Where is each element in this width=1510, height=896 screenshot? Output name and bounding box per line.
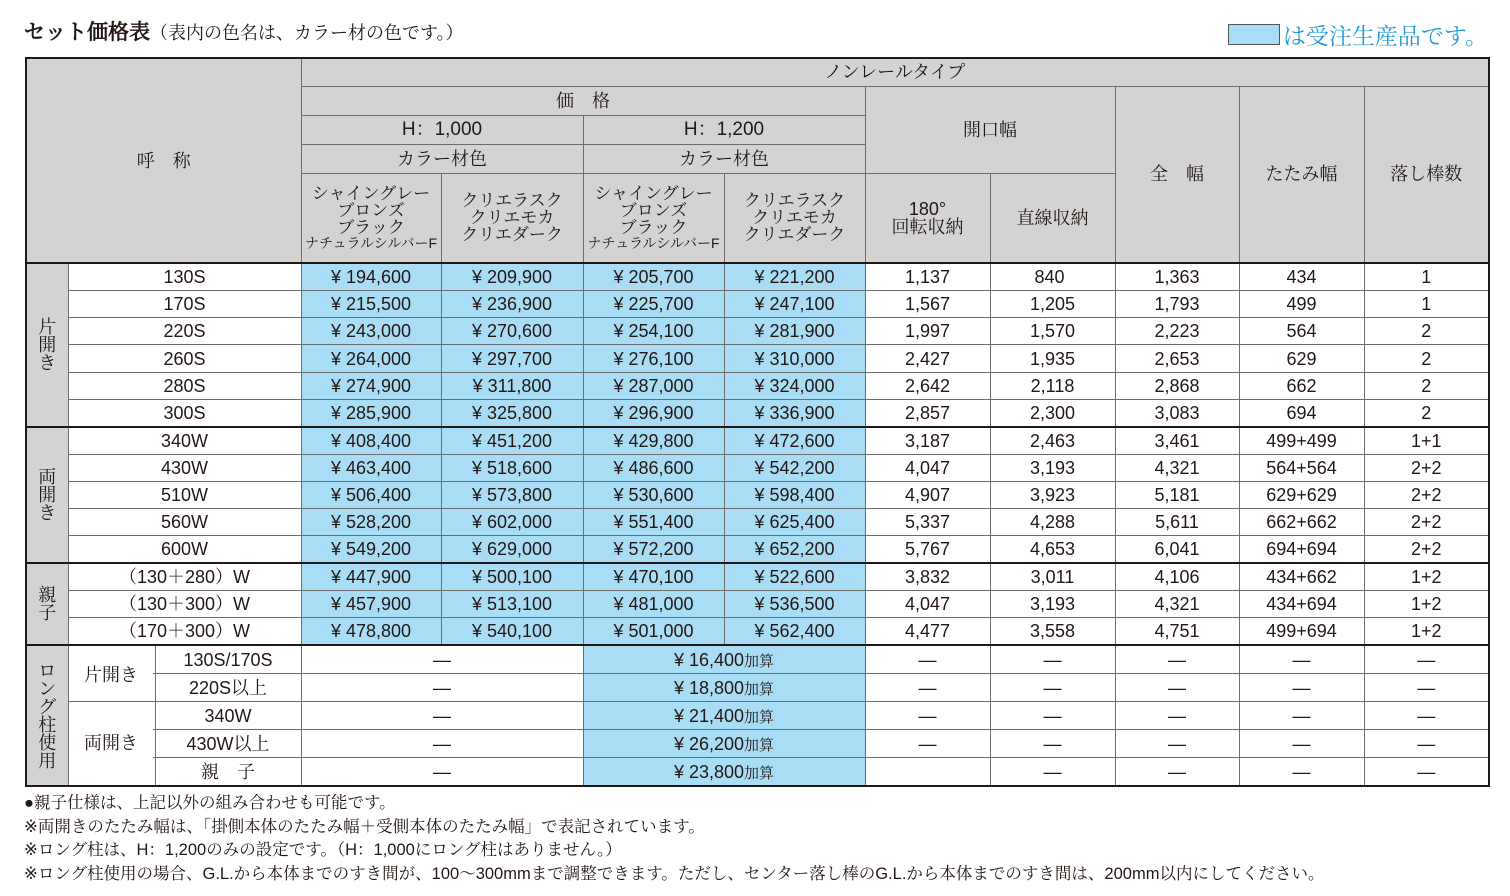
full-cell: 6,041 — [1115, 536, 1239, 563]
rods-cell: 2+2 — [1364, 536, 1489, 563]
fold-cell: 434+694 — [1239, 591, 1364, 618]
straight-cell: 1,935 — [990, 345, 1115, 372]
price-cell: ¥ 254,100 — [583, 318, 724, 345]
rods-cell: 2 — [1364, 318, 1489, 345]
rot-cell: 4,047 — [865, 591, 990, 618]
table-row — [26, 702, 1489, 730]
row-name: 600W — [68, 536, 301, 563]
fold-cell: 564 — [1239, 318, 1364, 345]
price-cell: ¥ 481,000 — [583, 591, 724, 618]
rods-cell: 2 — [1364, 399, 1489, 426]
header-full-width: 全 幅 — [1115, 86, 1239, 263]
rot-cell: 1,997 — [865, 318, 990, 345]
header-rot180: 180° 回転収納 — [865, 173, 990, 263]
dash-cell: — — [301, 702, 583, 730]
price-cell: ¥ 336,900 — [724, 399, 865, 426]
price-cell: ¥ 562,400 — [724, 618, 865, 645]
price-cell: ¥ 470,100 — [583, 563, 724, 590]
dash-cell: — — [865, 702, 990, 730]
full-cell: 2,868 — [1115, 372, 1239, 399]
long-post-row-name: 130S/170S — [68, 645, 301, 674]
price-cell: ¥ 549,200 — [301, 536, 441, 563]
rot-cell: 1,137 — [865, 263, 990, 290]
price-cell: ¥ 528,200 — [301, 509, 441, 536]
dash-cell: — — [301, 645, 583, 674]
rods-cell: 2 — [1364, 345, 1489, 372]
full-cell: 2,223 — [1115, 318, 1239, 345]
dash-cell: — — [865, 674, 990, 702]
price-cell: ¥ 243,000 — [301, 318, 441, 345]
header-color-a-1200: シャイングレー ブロンズ ブラック ナチュラルシルバーF — [583, 173, 724, 263]
dash-cell: — — [990, 758, 1115, 787]
long-post-sub-double: 両開き — [69, 702, 153, 781]
note-4: ※ロング柱使用の場合、G.L.から本体までのすき間が、100〜300mmまで調整できます。ただし、センター落し棒のG.L.から本体までのすき間は、200mm以内にしてください。 — [24, 864, 1325, 883]
price-table — [25, 57, 1490, 787]
table-row — [26, 427, 1489, 454]
group-label-double: 両開き — [26, 427, 68, 563]
full-cell: 4,751 — [1115, 618, 1239, 645]
price-cell: ¥ 264,000 — [301, 345, 441, 372]
price-cell: ¥ 324,000 — [724, 372, 865, 399]
fold-cell: 434+662 — [1239, 563, 1364, 590]
header-drop-rods: 落し棒数 — [1364, 86, 1489, 263]
fold-cell: 499+499 — [1239, 427, 1364, 454]
price-cell: ¥ 221,200 — [724, 263, 865, 290]
fold-cell: 629+629 — [1239, 481, 1364, 508]
straight-cell: 1,205 — [990, 290, 1115, 317]
price-cell: ¥ 522,600 — [724, 563, 865, 590]
dash-cell: — — [1364, 702, 1489, 730]
group-label-single: 片開き — [26, 263, 68, 427]
rot-cell: 3,832 — [865, 563, 990, 590]
straight-cell: 2,463 — [990, 427, 1115, 454]
row-name: 340W — [68, 427, 301, 454]
rot-cell: 1,567 — [865, 290, 990, 317]
price-cell: ¥ 598,400 — [724, 481, 865, 508]
price-cell: ¥ 513,100 — [441, 591, 583, 618]
price-cell: ¥ 274,900 — [301, 372, 441, 399]
table-row — [26, 290, 1489, 317]
row-name: （130＋300）W — [68, 591, 301, 618]
dash-cell: — — [1115, 758, 1239, 787]
dash-cell: — — [301, 758, 583, 787]
dash-cell: — — [1239, 730, 1364, 758]
table-row — [26, 263, 1489, 290]
header-type: ノンレールタイプ — [301, 58, 1489, 86]
table-row — [26, 536, 1489, 563]
row-name: 220S — [68, 318, 301, 345]
straight-cell: 4,288 — [990, 509, 1115, 536]
dash-cell: — — [1239, 674, 1364, 702]
dash-cell: — — [990, 674, 1115, 702]
rods-cell: 1+2 — [1364, 591, 1489, 618]
header-color-1200: カラー材色 — [583, 144, 865, 173]
table-row — [26, 372, 1489, 399]
header-color-b-1000: クリエラスク クリエモカ クリエダーク — [441, 173, 583, 263]
price-cell: ¥ 447,900 — [301, 563, 441, 590]
straight-cell: 3,011 — [990, 563, 1115, 590]
header-folded-width: たたみ幅 — [1239, 86, 1364, 263]
rot-cell: 4,047 — [865, 454, 990, 481]
fold-cell: 434 — [1239, 263, 1364, 290]
note-2: ※両開きのたたみ幅は、「掛側本体のたたみ幅＋受側本体のたたみ幅」で表記されています。 — [24, 817, 705, 836]
dash-cell: — — [301, 674, 583, 702]
rods-cell: 2+2 — [1364, 509, 1489, 536]
price-cell: ¥ 542,200 — [724, 454, 865, 481]
rot-cell: 5,767 — [865, 536, 990, 563]
row-name: （170＋300）W — [68, 618, 301, 645]
straight-cell: 2,300 — [990, 399, 1115, 426]
group-label-parent-child: 親子 — [26, 563, 68, 645]
header-opening: 開口幅 — [865, 86, 1115, 173]
full-cell: 5,611 — [1115, 509, 1239, 536]
fold-cell: 629 — [1239, 345, 1364, 372]
table-row — [26, 509, 1489, 536]
price-cell: ¥ 540,100 — [441, 618, 583, 645]
note-1: ●親子仕様は、上記以外の組み合わせも可能です。 — [24, 794, 396, 812]
row-name: 300S — [68, 399, 301, 426]
dash-cell: — — [1115, 730, 1239, 758]
rods-cell: 1+1 — [1364, 427, 1489, 454]
empty-cell — [865, 758, 990, 787]
full-cell: 5,181 — [1115, 481, 1239, 508]
price-cell: ¥ 325,800 — [441, 399, 583, 426]
price-cell: ¥ 506,400 — [301, 481, 441, 508]
note-3: ※ロング柱は、H：1,200のみの設定です。（H：1,000にロング柱はありません。） — [24, 841, 622, 859]
straight-cell: 3,923 — [990, 481, 1115, 508]
rot-cell: 2,857 — [865, 399, 990, 426]
long-post-row-name: 220S以上 — [68, 674, 301, 702]
price-cell: ¥ 501,000 — [583, 618, 724, 645]
dash-cell: — — [990, 730, 1115, 758]
fold-cell: 499+694 — [1239, 618, 1364, 645]
table-row — [26, 318, 1489, 345]
price-cell: ¥ 457,900 — [301, 591, 441, 618]
price-cell: ¥ 225,700 — [583, 290, 724, 317]
table-row — [26, 730, 1489, 758]
row-name: 560W — [68, 509, 301, 536]
long-post-price: ¥ 26,200加算 — [583, 730, 865, 758]
table-row — [26, 563, 1489, 590]
straight-cell: 840 — [990, 263, 1115, 290]
dash-cell: — — [301, 730, 583, 758]
row-name: 260S — [68, 345, 301, 372]
price-cell: ¥ 311,800 — [441, 372, 583, 399]
long-post-row-name: 340W — [68, 702, 301, 730]
header-color-a-1000: シャイングレー ブロンズ ブラック ナチュラルシルバーF — [301, 173, 441, 263]
table-row — [26, 399, 1489, 426]
fold-cell: 694+694 — [1239, 536, 1364, 563]
price-cell: ¥ 310,000 — [724, 345, 865, 372]
dash-cell: — — [865, 730, 990, 758]
rods-cell: 1+2 — [1364, 563, 1489, 590]
full-cell: 1,793 — [1115, 290, 1239, 317]
table-row — [26, 618, 1489, 645]
table-row — [26, 674, 1489, 702]
price-cell: ¥ 472,600 — [724, 427, 865, 454]
price-cell: ¥ 408,400 — [301, 427, 441, 454]
dash-cell: — — [990, 645, 1115, 674]
row-name: 280S — [68, 372, 301, 399]
price-cell: ¥ 478,800 — [301, 618, 441, 645]
rot-cell: 2,427 — [865, 345, 990, 372]
price-cell: ¥ 451,200 — [441, 427, 583, 454]
rods-cell: 1 — [1364, 290, 1489, 317]
price-cell: ¥ 205,700 — [583, 263, 724, 290]
price-cell: ¥ 572,200 — [583, 536, 724, 563]
page-title — [24, 20, 464, 46]
price-cell: ¥ 209,900 — [441, 263, 583, 290]
price-cell: ¥ 247,100 — [724, 290, 865, 317]
row-name: 510W — [68, 481, 301, 508]
straight-cell: 4,653 — [990, 536, 1115, 563]
rot-cell: 4,907 — [865, 481, 990, 508]
dash-cell: — — [1364, 758, 1489, 787]
price-cell: ¥ 285,900 — [301, 399, 441, 426]
row-name: （130＋280）W — [68, 563, 301, 590]
full-cell: 4,106 — [1115, 563, 1239, 590]
long-post-sub-single: 片開き — [69, 647, 153, 700]
notes — [24, 792, 1324, 886]
dash-cell: — — [990, 702, 1115, 730]
row-name: 430W — [68, 454, 301, 481]
long-post-row-name: 430W以上 — [68, 730, 301, 758]
long-post-row-name: 親 子 — [68, 758, 301, 787]
long-post-price: ¥ 21,400加算 — [583, 702, 865, 730]
table-row — [26, 481, 1489, 508]
rods-cell: 1+2 — [1364, 618, 1489, 645]
dash-cell: — — [1115, 674, 1239, 702]
header-h1000: H：1,000 — [301, 115, 583, 144]
long-post-price: ¥ 16,400加算 — [583, 645, 865, 674]
full-cell: 2,653 — [1115, 345, 1239, 372]
dash-cell: — — [1239, 645, 1364, 674]
straight-cell: 3,193 — [990, 591, 1115, 618]
price-cell: ¥ 236,900 — [441, 290, 583, 317]
fold-cell: 694 — [1239, 399, 1364, 426]
dash-cell: — — [1239, 758, 1364, 787]
made-to-order-swatch — [1228, 24, 1280, 45]
dash-cell: — — [1364, 730, 1489, 758]
straight-cell: 1,570 — [990, 318, 1115, 345]
long-post-price: ¥ 18,800加算 — [583, 674, 865, 702]
price-cell: ¥ 296,900 — [583, 399, 724, 426]
price-cell: ¥ 602,000 — [441, 509, 583, 536]
row-name: 130S — [68, 263, 301, 290]
dash-cell: — — [1239, 702, 1364, 730]
long-post-price: ¥ 23,800加算 — [583, 758, 865, 787]
price-cell: ¥ 287,000 — [583, 372, 724, 399]
legend — [1228, 18, 1488, 51]
page-title-main: セット価格表 — [24, 21, 150, 44]
table-row — [26, 591, 1489, 618]
price-cell: ¥ 215,500 — [301, 290, 441, 317]
header-price: 価 格 — [301, 86, 865, 115]
price-cell: ¥ 297,700 — [441, 345, 583, 372]
header-name: 呼 称 — [26, 58, 301, 263]
header-h1200: H：1,200 — [583, 115, 865, 144]
dash-cell: — — [1364, 674, 1489, 702]
page-title-sub: （表内の色名は、カラー材の色です。） — [150, 23, 464, 43]
table-row — [26, 645, 1489, 674]
full-cell: 3,461 — [1115, 427, 1239, 454]
price-cell: ¥ 518,600 — [441, 454, 583, 481]
price-cell: ¥ 194,600 — [301, 263, 441, 290]
legend-text: は受注生産品です。 — [1282, 23, 1488, 49]
rot-cell: 5,337 — [865, 509, 990, 536]
rods-cell: 2+2 — [1364, 481, 1489, 508]
full-cell: 3,083 — [1115, 399, 1239, 426]
price-cell: ¥ 530,600 — [583, 481, 724, 508]
straight-cell: 2,118 — [990, 372, 1115, 399]
price-cell: ¥ 625,400 — [724, 509, 865, 536]
straight-cell: 3,193 — [990, 454, 1115, 481]
rods-cell: 2+2 — [1364, 454, 1489, 481]
header-straight: 直線収納 — [990, 173, 1115, 263]
price-cell: ¥ 652,200 — [724, 536, 865, 563]
price-cell: ¥ 276,100 — [583, 345, 724, 372]
price-cell: ¥ 463,400 — [301, 454, 441, 481]
header-color-b-1200: クリエラスク クリエモカ クリエダーク — [724, 173, 865, 263]
rods-cell: 2 — [1364, 372, 1489, 399]
price-cell: ¥ 429,800 — [583, 427, 724, 454]
price-cell: ¥ 536,500 — [724, 591, 865, 618]
price-cell: ¥ 281,900 — [724, 318, 865, 345]
dash-cell: — — [1115, 645, 1239, 674]
rot-cell: 4,477 — [865, 618, 990, 645]
rods-cell: 1 — [1364, 263, 1489, 290]
dash-cell: — — [1364, 645, 1489, 674]
table-row — [26, 758, 1489, 787]
dash-cell: — — [865, 645, 990, 674]
price-cell: ¥ 486,600 — [583, 454, 724, 481]
straight-cell: 3,558 — [990, 618, 1115, 645]
dash-cell: — — [1115, 702, 1239, 730]
full-cell: 4,321 — [1115, 454, 1239, 481]
fold-cell: 662+662 — [1239, 509, 1364, 536]
fold-cell: 662 — [1239, 372, 1364, 399]
fold-cell: 499 — [1239, 290, 1364, 317]
table-row — [26, 345, 1489, 372]
fold-cell: 564+564 — [1239, 454, 1364, 481]
full-cell: 1,363 — [1115, 263, 1239, 290]
rot-cell: 2,642 — [865, 372, 990, 399]
group-label-long-post: ロング柱使用 — [26, 645, 68, 786]
price-cell: ¥ 551,400 — [583, 509, 724, 536]
header-color-1000: カラー材色 — [301, 144, 583, 173]
full-cell: 4,321 — [1115, 591, 1239, 618]
row-name: 170S — [68, 290, 301, 317]
price-cell: ¥ 629,000 — [441, 536, 583, 563]
price-cell: ¥ 573,800 — [441, 481, 583, 508]
table-row — [26, 454, 1489, 481]
rot-cell: 3,187 — [865, 427, 990, 454]
price-cell: ¥ 270,600 — [441, 318, 583, 345]
price-cell: ¥ 500,100 — [441, 563, 583, 590]
